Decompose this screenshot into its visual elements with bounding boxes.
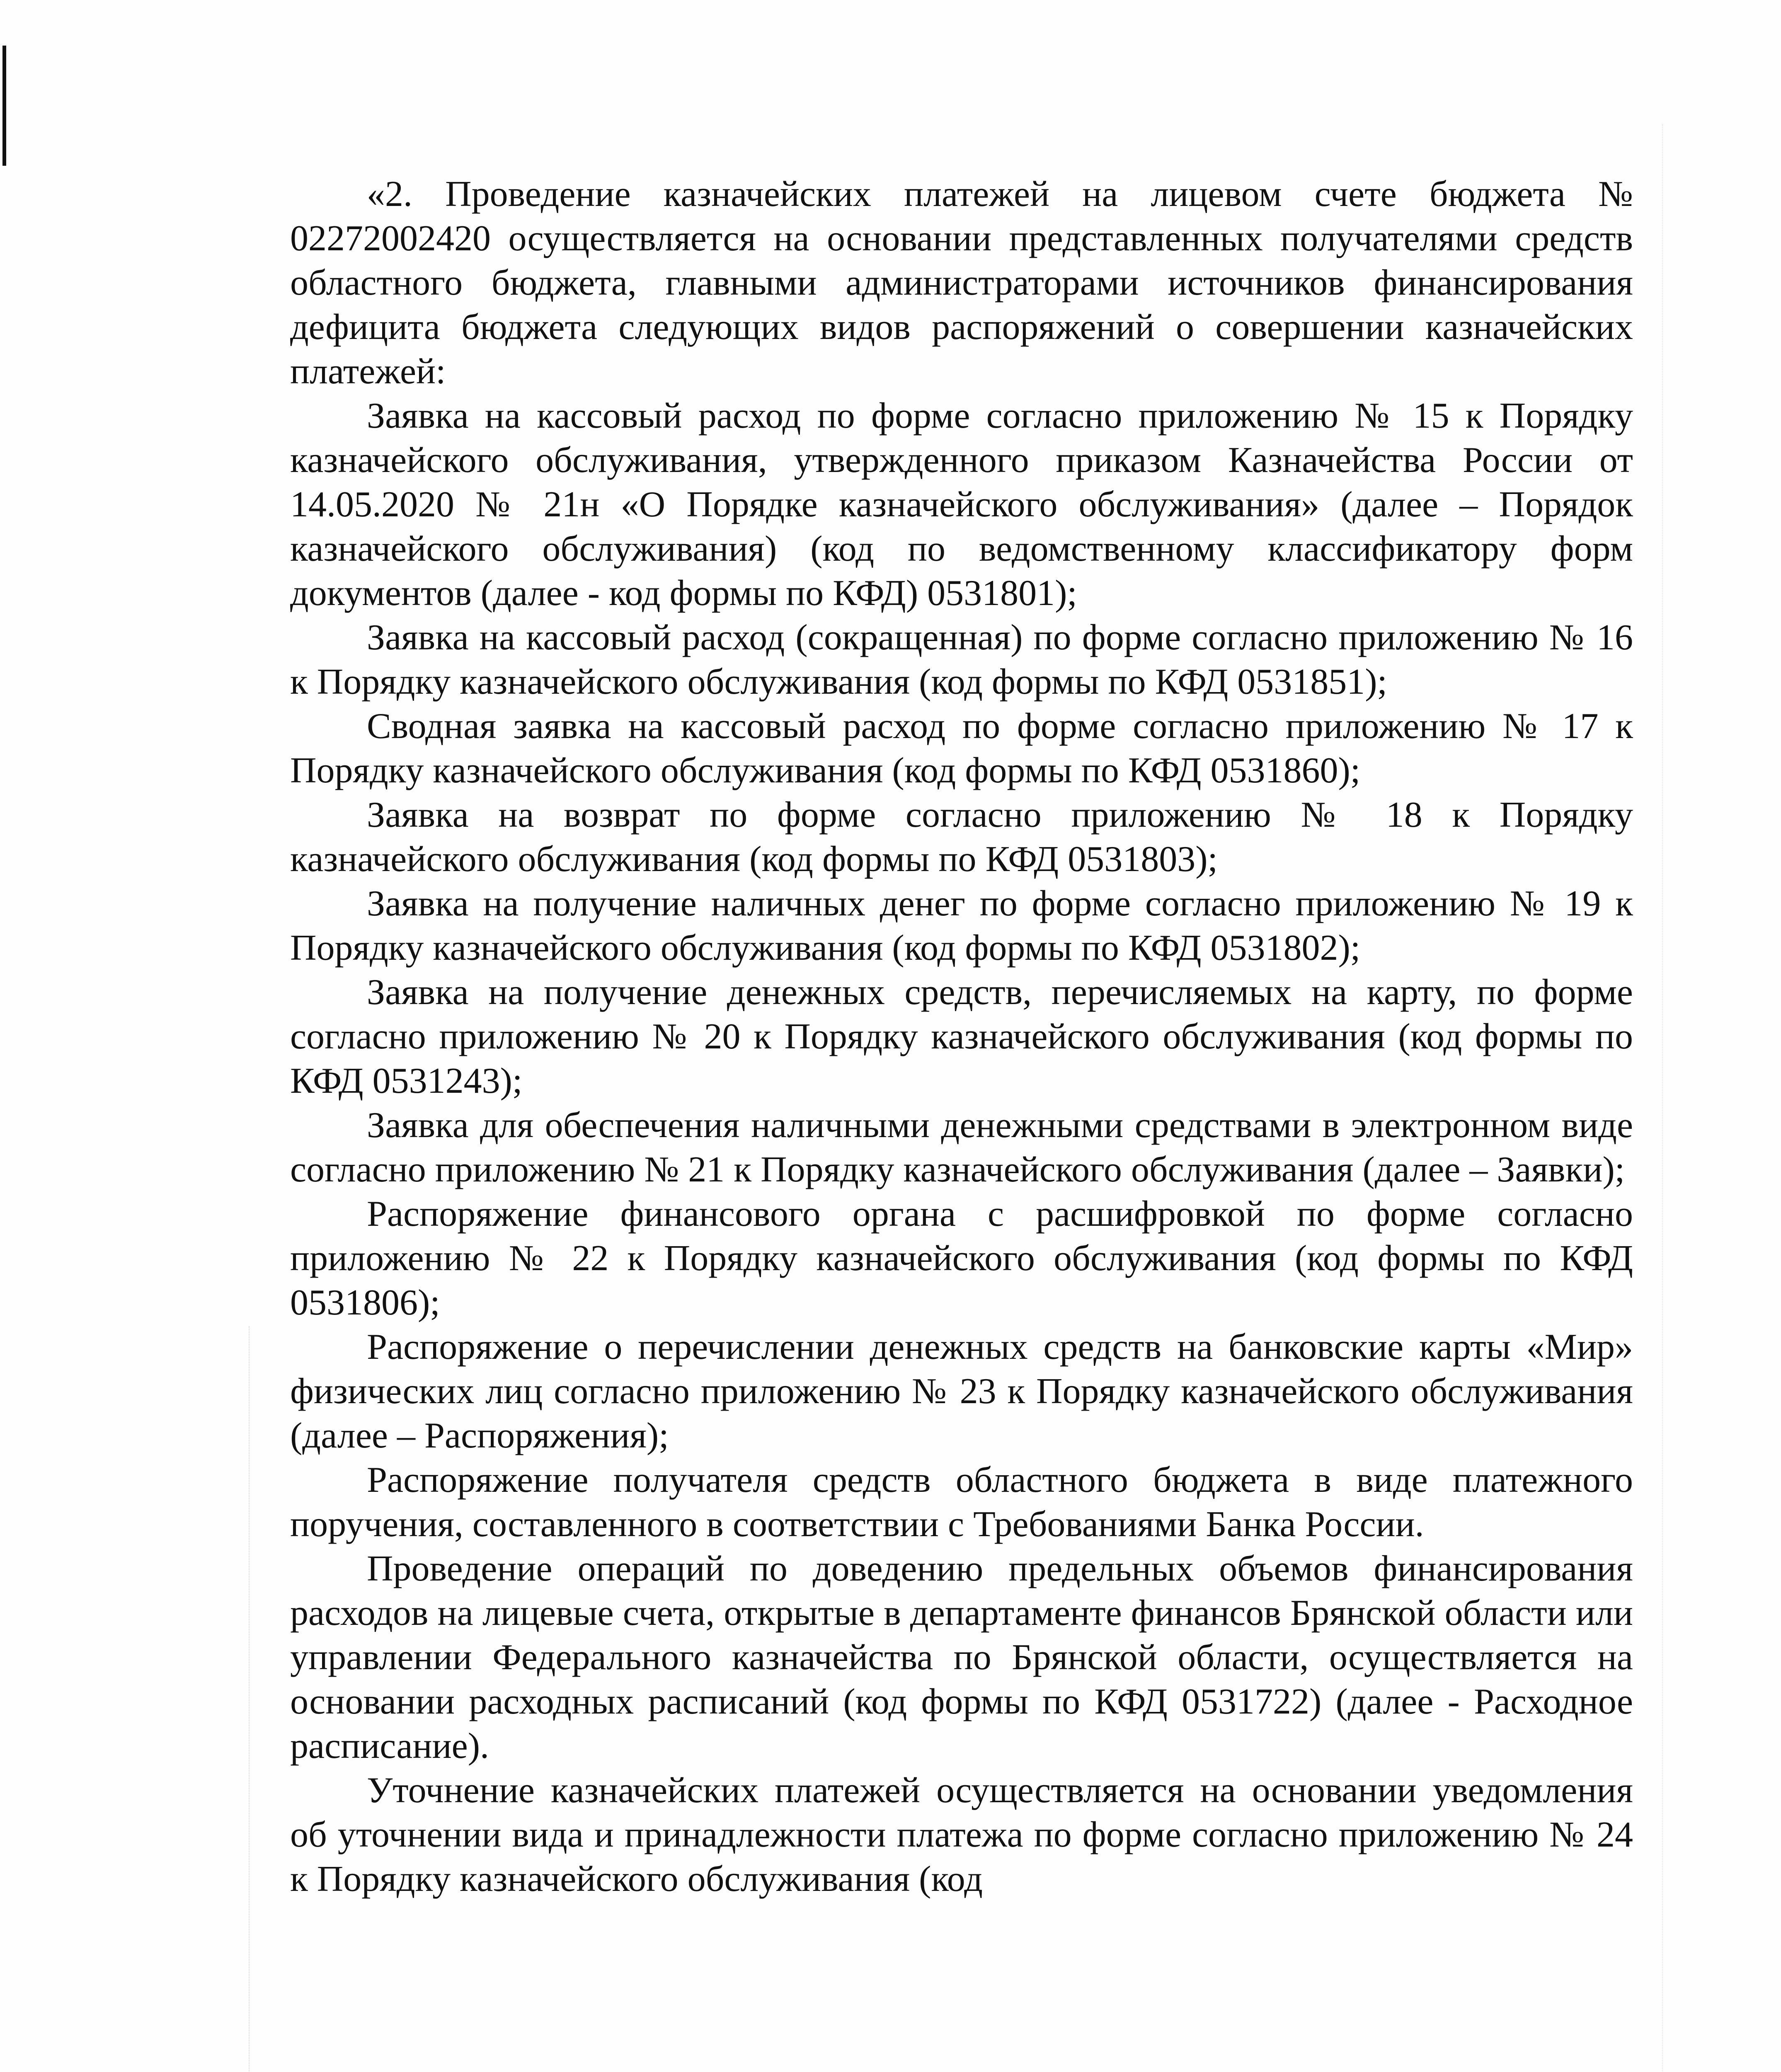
paragraph-8: Заявка для обеспечения наличными денежными средствами в электронном виде согласно приложению № 21 к Порядку казначейского обслуживания (далее – Заявки); [290,1105,1633,1190]
document-body [290,172,1633,1901]
paragraph-2: Заявка на кассовый расход по форме согласно приложению № 15 к Порядку казначейского обслуживания, утвержденного приказом Казначейства России от 14.05.2020 № 21н «О Порядке казначейского обслуживания» (далее – Порядок казначейского обслуживания) (код по ведомственному классификатору форм документов (далее - код формы по КФД) 0531801); [290,396,1633,613]
scan-edge-artifact-right [1662,124,1664,2072]
scan-edge-artifact [249,1326,250,2072]
scan-margin-mark [2,46,6,166]
paragraph-13: Уточнение казначейских платежей осуществляется на основании уведомления об уточнении вида и принадлежности платежа по форме согласно приложению № 24 к Порядку казначейского обслуживания (код [290,1770,1633,1899]
paragraph-6: Заявка на получение наличных денег по форме согласно приложению № 19 к Порядку казначейского обслуживания (код формы по КФД 0531802); [290,884,1633,968]
paragraph-10: Распоряжение о перечислении денежных средств на банковские карты «Мир» физических лиц согласно приложению № 23 к Порядку казначейского обслуживания (далее – Распоряжения); [290,1327,1633,1456]
paragraph-7: Заявка на получение денежных средств, перечисляемых на карту, по форме согласно приложению № 20 к Порядку казначейского обслуживания (код формы по КФД 0531243); [290,972,1633,1101]
paragraph-3: Заявка на кассовый расход (сокращенная) по форме согласно приложению № 16 к Порядку казначейского обслуживания (код формы по КФД 0531851); [290,617,1633,702]
paragraph-9: Распоряжение финансового органа с расшифровкой по форме согласно приложению № 22 к Порядку казначейского обслуживания (код формы по КФД 0531806); [290,1194,1633,1323]
paragraph-12: Проведение операций по доведению предельных объемов финансирования расходов на лицевые счета, открытые в департаменте финансов Брянской области или управлении Федерального казначейства по Брянской области, осуществляется на основании расходных расписаний (код формы по КФД 0531722) (далее - Расходное расписание). [290,1549,1633,1766]
paragraph-11: Распоряжение получателя средств областного бюджета в виде платежного поручения, составленного в соответствии с Требованиями Банка России. [290,1460,1633,1544]
paragraph-1: «2. Проведение казначейских платежей на лицевом счете бюджета № 02272002420 осуществляется на основании представленных получателями средств областного бюджета, главными администраторами источников финансирования дефицита бюджета следующих видов распоряжений о совершении казначейских платежей: [290,174,1633,392]
paragraph-5: Заявка на возврат по форме согласно приложению № 18 к Порядку казначейского обслуживания (код формы по КФД 0531803); [290,795,1633,879]
paragraph-4: Сводная заявка на кассовый расход по форме согласно приложению № 17 к Порядку казначейского обслуживания (код формы по КФД 0531860); [290,706,1633,791]
